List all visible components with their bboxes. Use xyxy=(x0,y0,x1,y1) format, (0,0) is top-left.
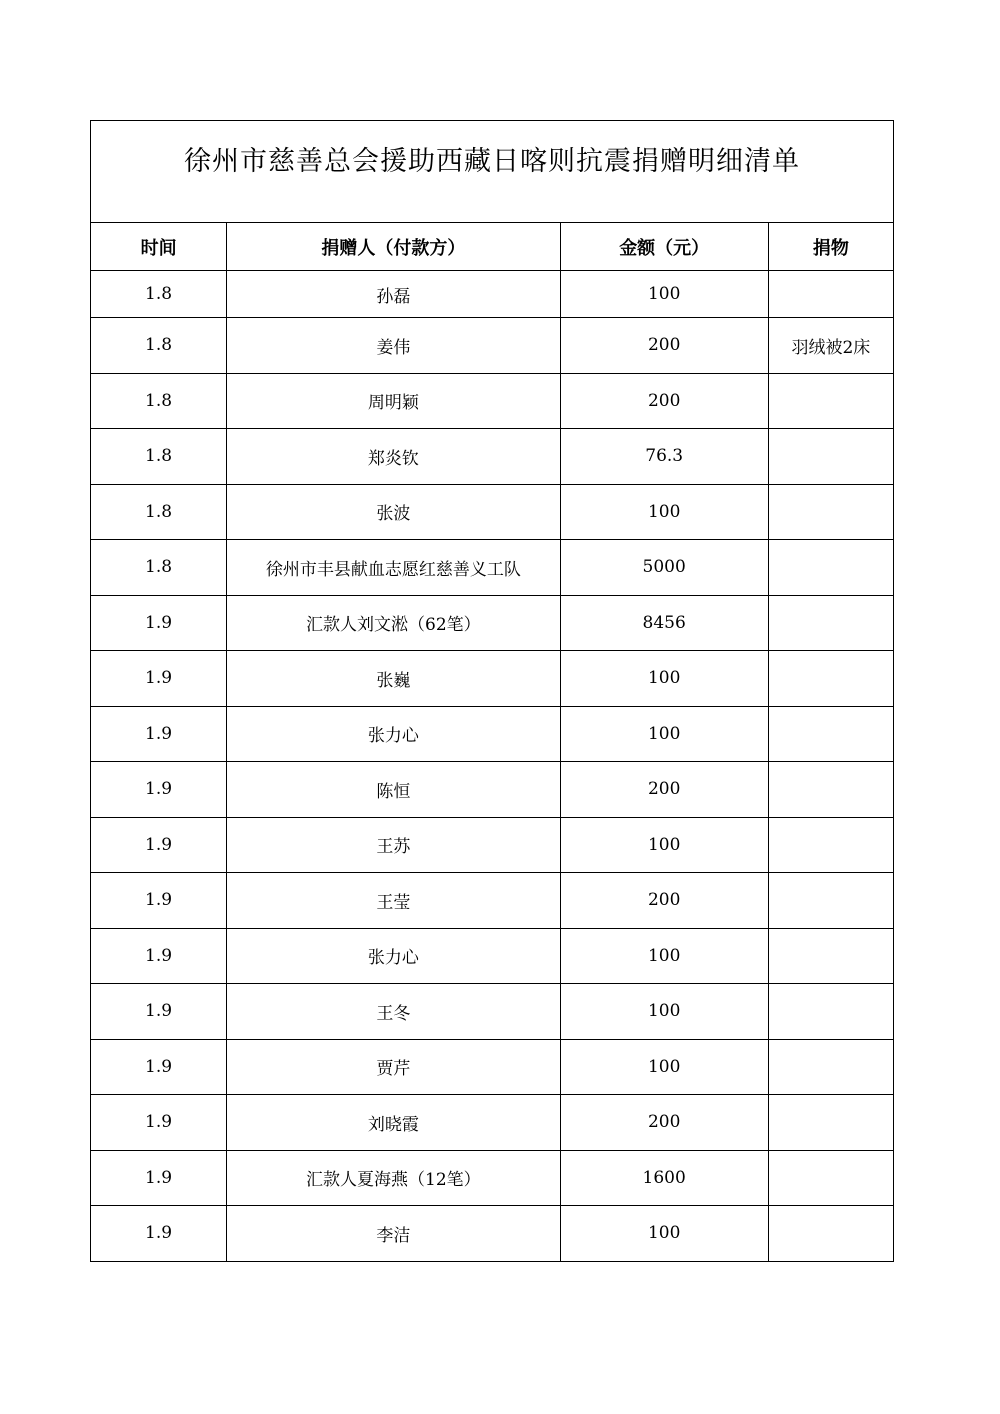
cell-time: 1.8 xyxy=(91,318,227,374)
header-time: 时间 xyxy=(91,223,227,271)
header-donor: 捐赠人（付款方） xyxy=(227,223,560,271)
cell-amount: 100 xyxy=(560,1039,768,1095)
cell-item xyxy=(768,1206,893,1262)
header-row xyxy=(91,223,894,271)
cell-time: 1.9 xyxy=(91,651,227,707)
table-row xyxy=(91,484,894,540)
table-body xyxy=(91,121,894,1262)
cell-amount: 1600 xyxy=(560,1150,768,1206)
cell-donor: 王冬 xyxy=(227,984,560,1040)
cell-item xyxy=(768,1150,893,1206)
cell-amount: 200 xyxy=(560,762,768,818)
cell-donor: 徐州市丰县献血志愿红慈善义工队 xyxy=(227,540,560,596)
cell-donor: 刘晓霞 xyxy=(227,1095,560,1151)
table-row xyxy=(91,706,894,762)
cell-time: 1.8 xyxy=(91,540,227,596)
cell-item xyxy=(768,762,893,818)
table-row xyxy=(91,373,894,429)
table-row xyxy=(91,1039,894,1095)
cell-time: 1.8 xyxy=(91,429,227,485)
cell-time: 1.9 xyxy=(91,762,227,818)
cell-donor: 李洁 xyxy=(227,1206,560,1262)
table-row xyxy=(91,271,894,318)
table-row xyxy=(91,928,894,984)
cell-item xyxy=(768,540,893,596)
cell-amount: 100 xyxy=(560,271,768,318)
cell-donor: 张力心 xyxy=(227,706,560,762)
cell-amount: 100 xyxy=(560,706,768,762)
cell-donor: 孙磊 xyxy=(227,271,560,318)
cell-item xyxy=(768,928,893,984)
cell-item xyxy=(768,373,893,429)
cell-item: 羽绒被2床 xyxy=(768,318,893,374)
cell-item xyxy=(768,817,893,873)
cell-amount: 100 xyxy=(560,484,768,540)
cell-item xyxy=(768,595,893,651)
cell-amount: 200 xyxy=(560,873,768,929)
cell-item xyxy=(768,1095,893,1151)
table-row xyxy=(91,595,894,651)
header-amount: 金额（元） xyxy=(560,223,768,271)
cell-donor: 汇款人刘文淞（62笔） xyxy=(227,595,560,651)
cell-time: 1.9 xyxy=(91,706,227,762)
cell-amount: 100 xyxy=(560,1206,768,1262)
cell-donor: 周明颖 xyxy=(227,373,560,429)
cell-time: 1.8 xyxy=(91,373,227,429)
cell-item xyxy=(768,873,893,929)
cell-time: 1.9 xyxy=(91,1039,227,1095)
cell-amount: 200 xyxy=(560,373,768,429)
table-row xyxy=(91,540,894,596)
table-row xyxy=(91,984,894,1040)
cell-amount: 5000 xyxy=(560,540,768,596)
header-item: 捐物 xyxy=(768,223,893,271)
cell-item xyxy=(768,984,893,1040)
cell-donor: 郑炎钦 xyxy=(227,429,560,485)
cell-item xyxy=(768,706,893,762)
cell-time: 1.9 xyxy=(91,984,227,1040)
cell-item xyxy=(768,1039,893,1095)
cell-time: 1.9 xyxy=(91,928,227,984)
table-row xyxy=(91,1095,894,1151)
cell-time: 1.9 xyxy=(91,1095,227,1151)
cell-time: 1.8 xyxy=(91,484,227,540)
cell-donor: 王苏 xyxy=(227,817,560,873)
cell-amount: 100 xyxy=(560,651,768,707)
cell-item xyxy=(768,651,893,707)
cell-donor: 贾芹 xyxy=(227,1039,560,1095)
cell-item xyxy=(768,429,893,485)
table-row xyxy=(91,1206,894,1262)
cell-donor: 张巍 xyxy=(227,651,560,707)
table-row xyxy=(91,429,894,485)
cell-amount: 100 xyxy=(560,928,768,984)
cell-donor: 王莹 xyxy=(227,873,560,929)
table-row xyxy=(91,1150,894,1206)
cell-donor: 汇款人夏海燕（12笔） xyxy=(227,1150,560,1206)
donation-table xyxy=(90,120,894,1262)
cell-time: 1.9 xyxy=(91,1150,227,1206)
table-row xyxy=(91,762,894,818)
cell-time: 1.9 xyxy=(91,817,227,873)
cell-amount: 100 xyxy=(560,984,768,1040)
cell-item xyxy=(768,271,893,318)
cell-time: 1.9 xyxy=(91,873,227,929)
cell-time: 1.9 xyxy=(91,1206,227,1262)
cell-donor: 陈恒 xyxy=(227,762,560,818)
cell-amount: 8456 xyxy=(560,595,768,651)
document-title: 徐州市慈善总会援助西藏日喀则抗震捐赠明细清单 xyxy=(91,121,894,223)
table-row xyxy=(91,817,894,873)
cell-time: 1.9 xyxy=(91,595,227,651)
cell-donor: 张波 xyxy=(227,484,560,540)
table-row xyxy=(91,873,894,929)
cell-donor: 姜伟 xyxy=(227,318,560,374)
cell-item xyxy=(768,484,893,540)
table-row xyxy=(91,318,894,374)
cell-amount: 76.3 xyxy=(560,429,768,485)
cell-amount: 200 xyxy=(560,318,768,374)
cell-amount: 100 xyxy=(560,817,768,873)
title-row xyxy=(91,121,894,223)
cell-time: 1.8 xyxy=(91,271,227,318)
table-row xyxy=(91,651,894,707)
cell-amount: 200 xyxy=(560,1095,768,1151)
cell-donor: 张力心 xyxy=(227,928,560,984)
